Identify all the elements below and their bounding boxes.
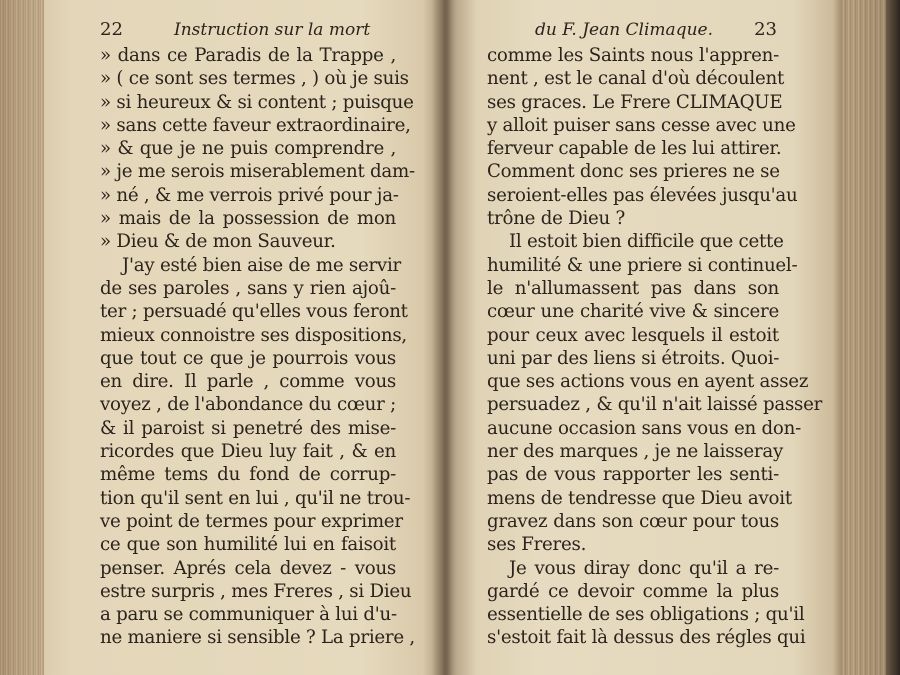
text-line: Comment donc ses prieres ne se xyxy=(487,161,780,183)
text-line: voyez , de l'abondance du cœur ; xyxy=(100,394,396,416)
text-line: » & que je ne puis comprendre , xyxy=(100,138,396,160)
left-page-header xyxy=(100,18,396,42)
right-page xyxy=(487,18,823,650)
text-line: que ses actions vous en ayent assez xyxy=(487,371,809,393)
text-line: gardé ce devoir comme la plus xyxy=(487,580,779,602)
text-line: ferveur capable de les lui attirer. xyxy=(487,138,782,160)
text-line: » sans cette faveur extraordinaire, xyxy=(100,114,411,136)
text-line: a paru se communiquer à lui d'u- xyxy=(100,604,397,626)
text-line: nent , est le canal d'où découlent xyxy=(487,68,785,90)
text-line: J'ay esté bien aise de me servir xyxy=(122,254,401,276)
text-line: cœur une charité vive & sincere xyxy=(487,301,779,323)
text-line: pour ceux avec lesquels il estoit xyxy=(487,324,779,346)
text-line: de ses paroles , sans y rien ajoû- xyxy=(100,277,396,299)
text-line: aucune occasion sans vous en don- xyxy=(487,417,801,439)
text-line: ricordes que Dieu luy fait , & en xyxy=(100,441,396,463)
left-page-edges xyxy=(0,0,44,675)
book-gutter xyxy=(432,0,456,675)
running-head: Instruction sur la mort xyxy=(174,20,371,40)
text-line: » ( ce sont ses termes , ) où je suis xyxy=(100,68,409,90)
text-line: mieux connoistre ses dispositions, xyxy=(100,324,407,346)
text-line: seroient-elles pas élevées jusqu'au xyxy=(487,184,798,206)
text-line: » si heureux & si content ; puisque xyxy=(100,91,414,113)
text-line: pas de vous rapporter les senti- xyxy=(487,464,779,486)
text-line: en dire. Il parle , comme vous xyxy=(100,371,396,393)
text-line: gravez dans son cœur pour tous xyxy=(487,510,779,532)
text-line: comme les Saints nous l'appren- xyxy=(487,45,779,66)
text-line: ne maniere si sensible ? La priere , xyxy=(100,627,415,649)
text-line: mens de tendresse que Dieu avoit xyxy=(487,487,792,509)
text-line: penser. Aprés cela devez - vous xyxy=(100,557,396,579)
text-line: Je vous diray donc qu'il a re- xyxy=(509,557,779,579)
right-page-header xyxy=(487,18,779,42)
text-line: » dans ce Paradis de la Trappe , xyxy=(100,45,396,66)
text-line: essentielle de ses obligations ; qu'il xyxy=(487,604,805,626)
text-line: ner des marques , je ne laisseray xyxy=(487,441,783,463)
text-line: » né , & me verrois privé pour ja- xyxy=(100,184,399,206)
text-line: ses graces. Le Frere CLIMAQUE xyxy=(487,91,783,113)
text-line: que tout ce que je pourrois vous xyxy=(100,347,396,369)
text-line: s'estoit fait là dessus des régles qui xyxy=(487,627,806,649)
right-page-edges xyxy=(842,0,886,675)
text-line: » mais de la possession de mon xyxy=(100,208,396,230)
page-number: 22 xyxy=(100,19,123,40)
text-line: le n'allumassent pas dans son xyxy=(487,277,779,299)
text-line: ce que son humilité lui en faisoit xyxy=(100,534,396,556)
text-line: persuadez , & qu'il n'ait laissé passer xyxy=(487,394,823,416)
text-line: ter ; persuadé qu'elles vous feront xyxy=(100,301,408,323)
text-line: » Dieu & de mon Sauveur. xyxy=(100,231,336,253)
text-line: tion qu'il sent en lui , qu'il ne trou- xyxy=(100,487,411,509)
text-line: uni par des liens si étroits. Quoi- xyxy=(487,347,780,369)
running-head: du F. Jean Climaque. xyxy=(535,20,713,40)
text-line: ses Freres. xyxy=(487,534,587,556)
text-line: Il estoit bien difficile que cette xyxy=(509,231,784,253)
page-number: 23 xyxy=(754,19,777,40)
text-line: trône de Dieu ? xyxy=(487,208,626,230)
text-line: & il paroist si penetré des mise- xyxy=(100,417,396,439)
text-line: estre surpris , mes Freres , si Dieu xyxy=(100,580,412,602)
text-line: ve point de termes pour exprimer xyxy=(100,510,403,532)
text-line: » je me serois miserablement dam- xyxy=(100,161,415,183)
left-page xyxy=(100,18,415,650)
text-line: même tems du fond de corrup- xyxy=(100,464,396,486)
text-line: y alloit puiser sans cesse avec une xyxy=(487,114,796,136)
text-line: humilité & une priere si continuel- xyxy=(487,254,798,276)
